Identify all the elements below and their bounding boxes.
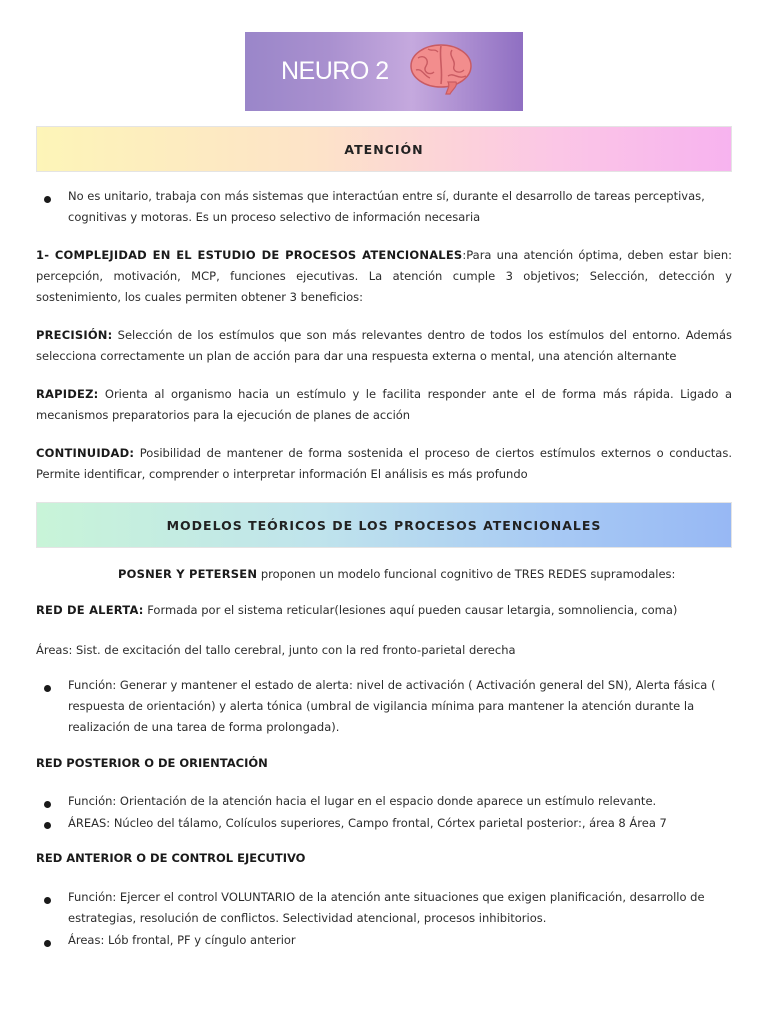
continuidad-paragraph	[36, 443, 732, 485]
posterior-funcion: Función: Orientación de la atención hacia el lugar en el espacio donde aparece un estímulo relevante.	[68, 794, 657, 808]
banner-title: NEURO 2	[281, 57, 389, 85]
precision-text: Selección de los estímulos que son más relevantes dentro de todos los estímulos del entorno. Además selecciona correctamente un plan de acción para dar una respuesta externa o mental, una atención alternante	[36, 328, 732, 363]
header-banner	[245, 32, 523, 111]
posner-text: proponen un modelo funcional cognitivo de TRES REDES supramodales:	[257, 567, 676, 581]
complejidad-heading: 1- COMPLEJIDAD EN EL ESTUDIO DE PROCESOS ATENCIONALES	[36, 248, 463, 262]
rapidez-paragraph	[36, 384, 732, 426]
atencion-bullet: No es unitario, trabaja con más sistemas que interactúan entre sí, durante el desarrollo de tareas perceptivas, cognitivas y motoras. Es un proceso selectivo de información necesaria	[68, 189, 705, 224]
alerta-funcion: Función: Generar y mantener el estado de alerta: nivel de activación ( Activación general del SN), Alerta fásica ( respuesta de orientación) y alerta tónica (umbral de vigilancia mínima para mantener la atención durante la realización de una tarea de forma prolongada).	[68, 678, 716, 734]
bullet-dot	[44, 685, 51, 692]
complejidad-text: :Para una atención óptima, deben estar bien: percepción, motivación, MCP, funciones ejecutivas. La atención cumple 3 objetivos; Selección, detección y sostenimiento, los cuales permiten obtener 3 beneficios:	[36, 248, 732, 304]
bullet-dot	[44, 897, 51, 904]
section-title-atencion: ATENCIÓN	[36, 126, 732, 172]
posterior-heading: RED POSTERIOR O DE ORIENTACIÓN	[36, 756, 268, 770]
brain-icon	[408, 40, 476, 96]
precision-paragraph	[36, 325, 732, 367]
anterior-heading: RED ANTERIOR O DE CONTROL EJECUTIVO	[36, 851, 306, 865]
alerta-text: Formada por el sistema reticular(lesiones aquí pueden causar letargia, somnoliencia, coma)	[143, 603, 678, 617]
rapidez-text: Orienta al organismo hacia un estímulo y le facilita responder ante el de forma más rápida. Ligado a mecanismos preparatorios para la ejecución de planes de acción	[36, 387, 732, 422]
bullet-dot	[44, 196, 51, 203]
posner-paragraph	[118, 564, 732, 585]
complejidad-paragraph	[36, 245, 732, 308]
precision-heading: PRECISIÓN:	[36, 328, 113, 342]
alerta-paragraph	[36, 600, 732, 621]
bullet-dot	[44, 940, 51, 947]
alerta-heading: RED DE ALERTA:	[36, 603, 144, 617]
posterior-areas: ÁREAS: Núcleo del tálamo, Colículos superiores, Campo frontal, Córtex parietal posterior:, área 8 Área 7	[68, 816, 667, 830]
section-title-modelos: MODELOS TEÓRICOS DE LOS PROCESOS ATENCIONALES	[36, 502, 732, 548]
posner-heading: POSNER Y PETERSEN	[118, 567, 258, 581]
anterior-funcion: Función: Ejercer el control VOLUNTARIO de la atención ante situaciones que exigen planificación, desarrollo de estrategias, resolución de conflictos. Selectividad atencional, procesos inhibitorios.	[68, 890, 705, 925]
continuidad-text: Posibilidad de mantener de forma sostenida el proceso de ciertos estímulos externos o conductas. Permite identificar, comprender o interpretar información El análisis es más profundo	[36, 446, 732, 481]
alerta-areas: Áreas: Sist. de excitación del tallo cerebral, junto con la red fronto-parietal derecha	[36, 643, 516, 657]
rapidez-heading: RAPIDEZ:	[36, 387, 99, 401]
continuidad-heading: CONTINUIDAD:	[36, 446, 135, 460]
bullet-dot	[44, 801, 51, 808]
anterior-areas: Áreas: Lób frontal, PF y cíngulo anterior	[68, 933, 296, 947]
bullet-dot	[44, 822, 51, 829]
